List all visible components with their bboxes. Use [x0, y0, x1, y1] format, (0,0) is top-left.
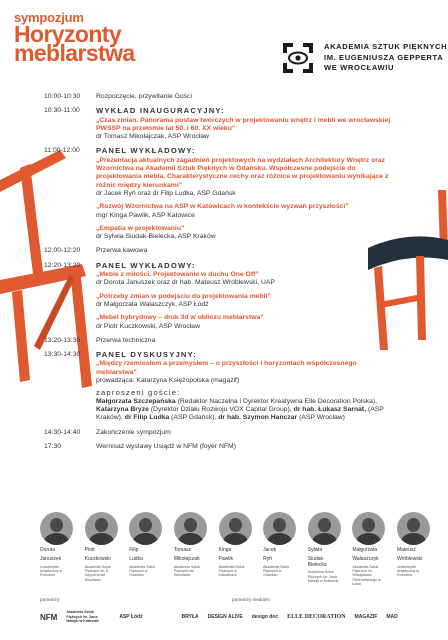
- talk-speaker: dr Dorota Januszek oraz dr hab. Mateusz Wróblewski, UAP: [96, 279, 275, 287]
- session-label: PANEL WYKŁADOWY:: [96, 260, 196, 270]
- guest-name: Małgorzata Szczepańska: [96, 397, 176, 405]
- session-time: 12:00-12:20: [44, 247, 81, 255]
- speaker-last-name: Siudak-Bielecka: [307, 555, 327, 568]
- speaker-card: [397, 512, 430, 587]
- speaker-first-name: Jacek: [263, 547, 277, 553]
- session-time: 13:30-14:30: [44, 351, 81, 359]
- speaker-last-name: Ryń: [263, 555, 273, 562]
- guest-role: (ASP Gdańsk),: [169, 414, 217, 422]
- session-time: 14:30-14:40: [44, 428, 81, 436]
- session-time: 10:00-10:30: [44, 93, 81, 100]
- speaker-affiliation: Akademia Sztuk Pięknych we Wrocławiu: [173, 564, 200, 578]
- partners-label: partnerzy:: [40, 597, 61, 602]
- session-time: 17:30: [44, 442, 62, 450]
- speaker-card: [263, 512, 296, 587]
- speaker-first-name: Dorota: [40, 547, 56, 553]
- session-label: WYKŁAD INAUGURACYJNY:: [96, 106, 225, 116]
- speaker-first-name: Tomasz: [173, 547, 192, 553]
- speaker-affiliation: Akademia Sztuk Pięknych im. E. Gepperta we Wrocławiu: [84, 564, 111, 582]
- talk-title: „Potrzeby zmian w podejściu do projektowania mebli”: [96, 292, 271, 300]
- session-text: Rozpoczęcie, przywitanie Gości: [96, 93, 192, 100]
- talk-speaker: dr Piotr Kuczkowski, ASP Wrocław: [96, 322, 201, 330]
- academy-name-line2: IM. EUGENIUSZA GEPPERTA: [324, 52, 444, 62]
- talk-speaker: dr Małgorzata Walaszczyk, ASP Łódź: [96, 300, 209, 308]
- speaker-card: [129, 512, 162, 587]
- speaker-first-name: Mateusz: [397, 547, 416, 553]
- talk-title: „Meble z miłości. Projektowanie w duchu One Off”: [96, 271, 259, 279]
- avatar: [85, 512, 118, 545]
- session-text: Zakończenie sympozjum: [96, 428, 171, 436]
- talk-speaker: dr Tomasz Mikołajczak, ASP Wrocław: [96, 133, 209, 141]
- media-logo-design-alive: DESIGN ALIVE: [207, 614, 243, 620]
- talk-speaker: mgr Kinga Pawlik, ASP Katowice: [96, 211, 195, 219]
- media-logo-magazif: MAGAZIF: [354, 614, 378, 620]
- event-kicker: sympozjum: [14, 10, 84, 25]
- speaker-first-name: Piotr: [84, 547, 95, 553]
- guest-role: (Redaktor Naczelna i Dyrektor Kreatywna Elle Decoration Polska),: [175, 397, 378, 405]
- academy-name-line1: AKADEMIA SZTUK PIĘKNYCH: [324, 42, 448, 52]
- partners-logos: [40, 605, 430, 629]
- speaker-affiliation: Akademia Sztuk Pięknych w Katowicach: [218, 564, 245, 578]
- event-title-line2: meblarstwa: [14, 40, 135, 66]
- speaker-last-name: Kuczkowski: [84, 555, 111, 562]
- academy-name-line3: WE WROCŁAWIU: [324, 63, 395, 73]
- talk-title: „Mebel hybrydowy – druk 3d w obliczu meblarstwa”: [96, 314, 264, 322]
- session-time: 12:20-13:20: [44, 261, 81, 269]
- avatar: [129, 512, 162, 545]
- guest-name: dr hab. Łukasz Sarnat,: [293, 405, 367, 413]
- session-text: Przerwa kawowa: [96, 247, 148, 255]
- session-text: Wernisaż wystawy Usiądź w NFM (foyer NFM): [96, 442, 236, 450]
- guest-role: (ASP Kraków),: [96, 405, 384, 422]
- speakers-strip: [40, 512, 430, 587]
- event-title-line1: Horyzonty: [14, 21, 122, 47]
- speaker-last-name: Mikołajczak: [173, 555, 200, 562]
- schedule-row: [44, 443, 392, 451]
- schedule-row: [44, 351, 392, 422]
- media-partners-label: partnerzy medialni:: [232, 597, 271, 602]
- guest-list: [96, 398, 392, 423]
- programme-schedule: [44, 93, 392, 457]
- speaker-affiliation: Uniwersytet Artystyczny w Poznaniu: [40, 564, 62, 578]
- talk-title: „Między rzemiosłem a przemysłem – o przyszłości i horyzontach współczesnego meblarstwa”: [96, 360, 357, 376]
- talk-title: „Empatia w projektowaniu”: [96, 224, 185, 232]
- talk-title: „Rozwój Wzornictwa na ASP w Katowicach w kontekście wyzwań przyszłości”: [96, 203, 349, 211]
- partner-logo-nfm: NFM: [40, 612, 58, 622]
- speaker-affiliation: Uniwersytet Artystyczny w Poznaniu: [397, 564, 419, 578]
- speaker-card: [174, 512, 207, 587]
- avatar: [174, 512, 207, 545]
- speaker-first-name: Kinga: [218, 547, 232, 553]
- schedule-row: [44, 247, 392, 255]
- speaker-card: [352, 512, 385, 587]
- speaker-last-name: Wróblewski: [397, 555, 423, 562]
- media-logo-elle-decoration: ELLE DECORATION: [287, 614, 346, 620]
- schedule-row: [44, 147, 392, 241]
- media-logo-bryla: BRYŁA: [181, 614, 199, 620]
- guests-label: zaproszeni goście:: [96, 388, 181, 398]
- session-label: PANEL WYKŁADOWY:: [96, 146, 196, 156]
- speaker-affiliation: Akademia Sztuk Pięknych w Gdańsku: [129, 564, 156, 578]
- media-logo-mad: MAD: [386, 614, 398, 620]
- event-branding: [14, 10, 135, 66]
- schedule-row: [44, 429, 392, 437]
- speaker-affiliation: Akademia Sztuk Pięknych im. Władysława Strzemińskiego w Łodzi: [352, 564, 381, 587]
- session-text: Przerwa techniczna: [96, 336, 156, 344]
- speaker-last-name: Pawlik: [218, 555, 233, 562]
- partner-logo-asp-lodz: ASP Łódź: [119, 614, 143, 620]
- guest-name: dr hab. Szymon Hanczar: [218, 414, 298, 422]
- session-time: 10:30-11:00: [44, 107, 80, 115]
- session-time: 13:20-13:30: [44, 336, 81, 344]
- speaker-card: [85, 512, 118, 587]
- speaker-card: [219, 512, 252, 587]
- speaker-first-name: Sylwia: [307, 547, 323, 553]
- guest-role: (ASP Wrocław): [297, 414, 345, 422]
- partner-logo-asp-krakow: Akademia Sztuk Pięknych im. Jana Matejki w Krakowie: [66, 610, 100, 624]
- speaker-first-name: Małgorzata: [352, 547, 378, 553]
- guest-name: dr Filip Ludka: [124, 414, 170, 422]
- academy-name: [324, 42, 447, 74]
- avatar: [397, 512, 430, 545]
- avatar: [40, 512, 73, 545]
- guest-name: Katarzyna Bryze: [96, 405, 149, 413]
- speaker-last-name: Ludka: [129, 555, 143, 562]
- panel-host: prowadząca: Katarzyna Księżopolska (magazif): [96, 377, 240, 385]
- talk-title: „Czas zmian. Panorama postaw twórczych w projektowaniu wnętrz i mebli we wrocławskiej PWSSP na przełomie lat 50. i 60. XX wieku”: [96, 116, 391, 132]
- schedule-row: [44, 93, 392, 101]
- talk-speaker: dr Sylwia Siudak-Bielecka, ASP Kraków: [96, 233, 216, 241]
- academy-block: [280, 40, 447, 76]
- speaker-last-name: Januszek: [40, 555, 62, 562]
- talk-title: „Prezentacja aktualnych zagadnień projektowych na wydziałach Architektury Wnętrz oraz Wzornictwa na Akademii Sztuk Pięknych w Gdańsku. Współczesne podejście do projektowania mebla. Charakterystyczne cechy oraz różnice w projektowaniu wynikające z różnic między kierunkami”: [96, 156, 389, 189]
- schedule-row: [44, 262, 392, 331]
- speaker-card: [308, 512, 341, 587]
- guest-role: (Dyrektor Działu Rozwoju VOX Capital Group),: [148, 405, 292, 413]
- schedule-row: [44, 107, 392, 141]
- speaker-last-name: Walaszczyk: [352, 555, 379, 562]
- session-label: PANEL DYSKUSYJNY:: [96, 350, 197, 360]
- academy-logo-icon: [280, 40, 316, 76]
- speaker-first-name: Filip: [129, 547, 139, 553]
- speaker-affiliation: Akademia Sztuk Pięknych w Gdańsku: [263, 564, 290, 578]
- schedule-row: [44, 337, 392, 345]
- speaker-affiliation: Akademia Sztuk Pięknych im. Jana Matejki w Krakowie: [307, 570, 339, 584]
- avatar: [308, 512, 341, 545]
- talk-speaker: dr Jacek Ryń oraz dr Filip Ludka, ASP Gdańsk: [96, 189, 236, 197]
- media-logo-design-doc: design doc: [251, 614, 279, 620]
- speaker-card: [40, 512, 73, 587]
- avatar: [352, 512, 385, 545]
- avatar: [219, 512, 252, 545]
- session-time: 11:00-12:00: [44, 147, 80, 155]
- avatar: [263, 512, 296, 545]
